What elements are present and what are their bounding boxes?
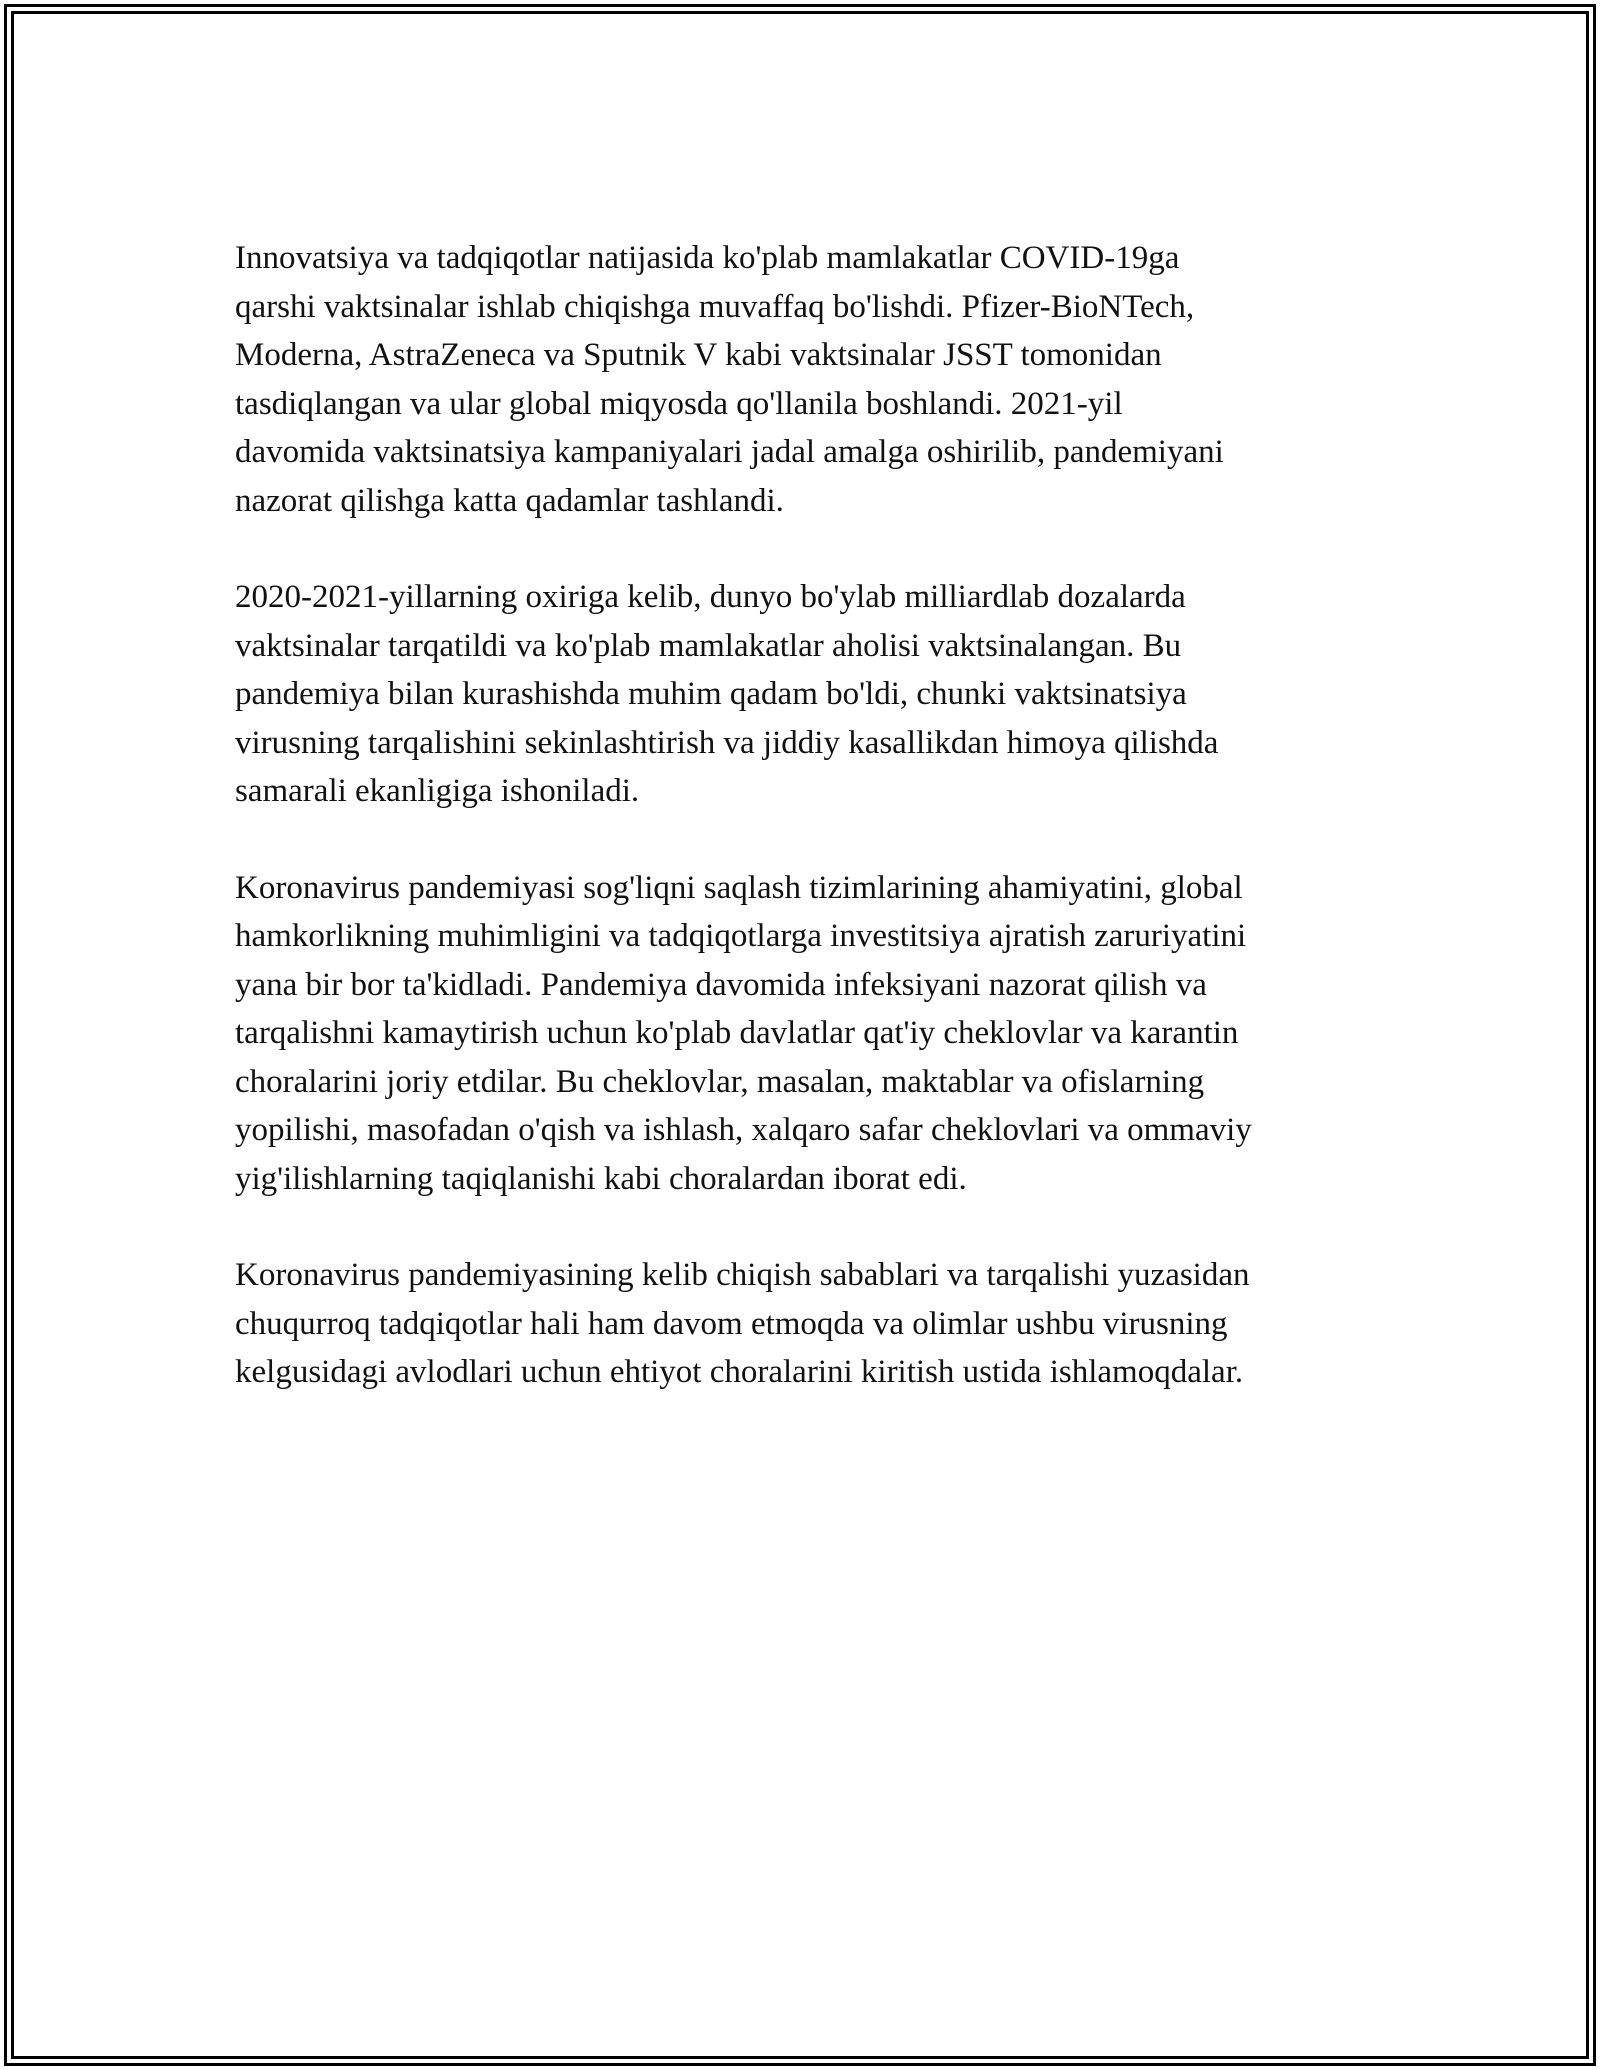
- text-line: qarshi vaktsinalar ishlab chiqishga muvaffaq bo'lishdi. Pfizer-BioNTech,: [235, 288, 1195, 325]
- text-line: Koronavirus pandemiyasining kelib chiqish sabablari va tarqalishi yuzasidan: [235, 1257, 1250, 1293]
- text-line: yana bir bor ta'kidladi. Pandemiya davomida infeksiyani nazorat qilish va: [235, 966, 1207, 1003]
- text-line: Innovatsiya va tadqiqotlar natijasida ko'plab mamlakatlar COVID-19ga: [235, 240, 1180, 276]
- text-line: nazorat qilishga katta qadamlar tashlandi.: [235, 482, 784, 519]
- paragraph-vaccines: [235, 234, 1390, 525]
- text-line: tasdiqlangan va ular global miqyosda qo'llanila boshlandi. 2021-yil: [235, 385, 1123, 422]
- text-line: yopilishi, masofadan o'qish va ishlash, xalqaro safar cheklovlari va ommaviy: [235, 1112, 1252, 1148]
- text-line: Moderna, AstraZeneca va Sputnik V kabi vaktsinalar JSST tomonidan: [235, 337, 1162, 373]
- paragraph-distribution: [235, 573, 1390, 816]
- text-line: vaktsinalar tarqatildi va ko'plab mamlakatlar aholisi vaktsinalangan. Bu: [235, 627, 1182, 664]
- text-line: pandemiya bilan kurashishda muhim qadam bo'ldi, chunki vaktsinatsiya: [235, 676, 1187, 712]
- text-line: samarali ekanligiga ishoniladi.: [235, 773, 640, 809]
- text-line: kelgusidagi avlodlari uchun ehtiyot choralarini kiritish ustida ishlamoqdalar.: [235, 1354, 1244, 1390]
- document-body: [235, 234, 1390, 1445]
- paragraph-restrictions: [235, 864, 1390, 1204]
- text-line: hamkorlikning muhimligini va tadqiqotlarga investitsiya ajratish zaruriyatini: [235, 918, 1247, 954]
- text-line: Koronavirus pandemiyasi sog'liqni saqlash tizimlarining ahamiyatini, global: [235, 869, 1243, 906]
- text-line: yig'ilishlarning taqiqlanishi kabi choralardan iborat edi.: [235, 1160, 967, 1197]
- text-line: tarqalishni kamaytirish uchun ko'plab davlatlar qat'iy cheklovlar va karantin: [235, 1015, 1239, 1051]
- text-line: choralarini joriy etdilar. Bu cheklovlar, masalan, maktablar va ofislarning: [235, 1063, 1205, 1100]
- paragraph-research: [235, 1251, 1390, 1397]
- text-line: chuqurroq tadqiqotlar hali ham davom etmoqda va olimlar ushbu virusning: [235, 1305, 1228, 1342]
- text-line: davomida vaktsinatsiya kampaniyalari jadal amalga oshirilib, pandemiyani: [235, 434, 1224, 470]
- text-line: virusning tarqalishini sekinlashtirish va jiddiy kasallikdan himoya qilishda: [235, 724, 1219, 761]
- text-line: 2020-2021-yillarning oxiriga kelib, dunyo bo'ylab milliardlab dozalarda: [235, 579, 1186, 615]
